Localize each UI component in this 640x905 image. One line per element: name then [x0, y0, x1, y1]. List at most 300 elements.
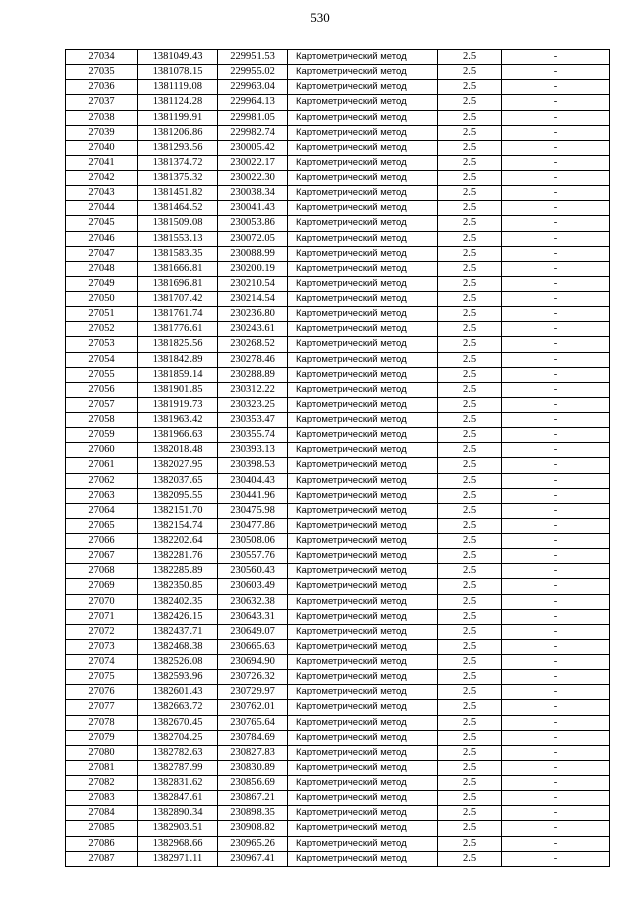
x-coordinate-cell: 1382903.51 [138, 821, 218, 836]
x-coordinate-cell: 1381451.82 [138, 186, 218, 201]
note-cell: - [502, 125, 610, 140]
table-row [66, 367, 610, 382]
x-coordinate-cell: 1382670.45 [138, 715, 218, 730]
method-cell: Картометрический метод [288, 110, 438, 125]
note-cell: - [502, 201, 610, 216]
accuracy-cell: 2.5 [438, 836, 502, 851]
y-coordinate-cell: 230967.41 [218, 851, 288, 866]
note-cell: - [502, 821, 610, 836]
table-row [66, 110, 610, 125]
accuracy-cell: 2.5 [438, 397, 502, 412]
note-cell: - [502, 80, 610, 95]
point-number-cell: 27040 [66, 140, 138, 155]
method-cell: Картометрический метод [288, 201, 438, 216]
note-cell: - [502, 382, 610, 397]
point-number-cell: 27083 [66, 791, 138, 806]
note-cell: - [502, 624, 610, 639]
table-row [66, 488, 610, 503]
note-cell: - [502, 670, 610, 685]
point-number-cell: 27056 [66, 382, 138, 397]
point-number-cell: 27074 [66, 655, 138, 670]
note-cell: - [502, 276, 610, 291]
note-cell: - [502, 715, 610, 730]
x-coordinate-cell: 1382027.95 [138, 458, 218, 473]
y-coordinate-cell: 229951.53 [218, 50, 288, 65]
point-number-cell: 27066 [66, 534, 138, 549]
method-cell: Картометрический метод [288, 382, 438, 397]
table-row [66, 745, 610, 760]
method-cell: Картометрический метод [288, 186, 438, 201]
method-cell: Картометрический метод [288, 155, 438, 170]
note-cell: - [502, 760, 610, 775]
accuracy-cell: 2.5 [438, 821, 502, 836]
accuracy-cell: 2.5 [438, 503, 502, 518]
table-row [66, 65, 610, 80]
y-coordinate-cell: 230908.82 [218, 821, 288, 836]
method-cell: Картометрический метод [288, 246, 438, 261]
note-cell: - [502, 458, 610, 473]
method-cell: Картометрический метод [288, 171, 438, 186]
y-coordinate-cell: 230404.43 [218, 473, 288, 488]
table-row [66, 382, 610, 397]
table-row [66, 50, 610, 65]
method-cell: Картометрический метод [288, 518, 438, 533]
method-cell: Картометрический метод [288, 776, 438, 791]
x-coordinate-cell: 1382151.70 [138, 503, 218, 518]
accuracy-cell: 2.5 [438, 473, 502, 488]
point-number-cell: 27055 [66, 367, 138, 382]
x-coordinate-cell: 1382018.48 [138, 443, 218, 458]
note-cell: - [502, 443, 610, 458]
note-cell: - [502, 488, 610, 503]
note-cell: - [502, 95, 610, 110]
coordinates-table [65, 49, 610, 867]
table-row [66, 730, 610, 745]
accuracy-cell: 2.5 [438, 186, 502, 201]
accuracy-cell: 2.5 [438, 261, 502, 276]
x-coordinate-cell: 1382831.62 [138, 776, 218, 791]
x-coordinate-cell: 1381509.08 [138, 216, 218, 231]
method-cell: Картометрический метод [288, 458, 438, 473]
y-coordinate-cell: 230665.63 [218, 639, 288, 654]
note-cell: - [502, 685, 610, 700]
y-coordinate-cell: 230827.83 [218, 745, 288, 760]
accuracy-cell: 2.5 [438, 171, 502, 186]
x-coordinate-cell: 1381901.85 [138, 382, 218, 397]
method-cell: Картометрический метод [288, 140, 438, 155]
table-row [66, 140, 610, 155]
point-number-cell: 27070 [66, 594, 138, 609]
point-number-cell: 27042 [66, 171, 138, 186]
x-coordinate-cell: 1381776.61 [138, 322, 218, 337]
accuracy-cell: 2.5 [438, 110, 502, 125]
x-coordinate-cell: 1382782.63 [138, 745, 218, 760]
accuracy-cell: 2.5 [438, 367, 502, 382]
point-number-cell: 27082 [66, 776, 138, 791]
point-number-cell: 27041 [66, 155, 138, 170]
method-cell: Картометрический метод [288, 473, 438, 488]
method-cell: Картометрический метод [288, 337, 438, 352]
table-row [66, 428, 610, 443]
note-cell: - [502, 836, 610, 851]
accuracy-cell: 2.5 [438, 201, 502, 216]
x-coordinate-cell: 1381464.52 [138, 201, 218, 216]
note-cell: - [502, 655, 610, 670]
y-coordinate-cell: 230477.86 [218, 518, 288, 533]
point-number-cell: 27086 [66, 836, 138, 851]
method-cell: Картометрический метод [288, 655, 438, 670]
method-cell: Картометрический метод [288, 836, 438, 851]
x-coordinate-cell: 1382847.61 [138, 791, 218, 806]
x-coordinate-cell: 1381583.35 [138, 246, 218, 261]
note-cell: - [502, 50, 610, 65]
accuracy-cell: 2.5 [438, 518, 502, 533]
y-coordinate-cell: 230312.22 [218, 382, 288, 397]
y-coordinate-cell: 230355.74 [218, 428, 288, 443]
x-coordinate-cell: 1381966.63 [138, 428, 218, 443]
accuracy-cell: 2.5 [438, 352, 502, 367]
point-number-cell: 27043 [66, 186, 138, 201]
method-cell: Картометрический метод [288, 276, 438, 291]
point-number-cell: 27065 [66, 518, 138, 533]
point-number-cell: 27053 [66, 337, 138, 352]
y-coordinate-cell: 229964.13 [218, 95, 288, 110]
x-coordinate-cell: 1381119.08 [138, 80, 218, 95]
point-number-cell: 27060 [66, 443, 138, 458]
note-cell: - [502, 564, 610, 579]
x-coordinate-cell: 1381199.91 [138, 110, 218, 125]
table-row [66, 836, 610, 851]
x-coordinate-cell: 1381666.81 [138, 261, 218, 276]
method-cell: Картометрический метод [288, 503, 438, 518]
note-cell: - [502, 791, 610, 806]
table-row [66, 125, 610, 140]
y-coordinate-cell: 230353.47 [218, 413, 288, 428]
table-row [66, 397, 610, 412]
note-cell: - [502, 322, 610, 337]
point-number-cell: 27076 [66, 685, 138, 700]
method-cell: Картометрический метод [288, 609, 438, 624]
y-coordinate-cell: 229981.05 [218, 110, 288, 125]
x-coordinate-cell: 1382426.15 [138, 609, 218, 624]
point-number-cell: 27047 [66, 246, 138, 261]
accuracy-cell: 2.5 [438, 246, 502, 261]
accuracy-cell: 2.5 [438, 337, 502, 352]
y-coordinate-cell: 230475.98 [218, 503, 288, 518]
method-cell: Картометрический метод [288, 307, 438, 322]
x-coordinate-cell: 1381963.42 [138, 413, 218, 428]
point-number-cell: 27052 [66, 322, 138, 337]
y-coordinate-cell: 229982.74 [218, 125, 288, 140]
method-cell: Картометрический метод [288, 624, 438, 639]
accuracy-cell: 2.5 [438, 594, 502, 609]
accuracy-cell: 2.5 [438, 276, 502, 291]
method-cell: Картометрический метод [288, 352, 438, 367]
method-cell: Картометрический метод [288, 685, 438, 700]
method-cell: Картометрический метод [288, 488, 438, 503]
y-coordinate-cell: 230278.46 [218, 352, 288, 367]
point-number-cell: 27085 [66, 821, 138, 836]
method-cell: Картометрический метод [288, 564, 438, 579]
table-row [66, 655, 610, 670]
accuracy-cell: 2.5 [438, 730, 502, 745]
table-row [66, 80, 610, 95]
method-cell: Картометрический метод [288, 428, 438, 443]
method-cell: Картометрический метод [288, 715, 438, 730]
y-coordinate-cell: 230393.13 [218, 443, 288, 458]
table-row [66, 534, 610, 549]
table-row [66, 413, 610, 428]
point-number-cell: 27062 [66, 473, 138, 488]
y-coordinate-cell: 230784.69 [218, 730, 288, 745]
x-coordinate-cell: 1381375.32 [138, 171, 218, 186]
x-coordinate-cell: 1381825.56 [138, 337, 218, 352]
note-cell: - [502, 367, 610, 382]
method-cell: Картометрический метод [288, 730, 438, 745]
accuracy-cell: 2.5 [438, 413, 502, 428]
accuracy-cell: 2.5 [438, 760, 502, 775]
x-coordinate-cell: 1382402.35 [138, 594, 218, 609]
point-number-cell: 27057 [66, 397, 138, 412]
accuracy-cell: 2.5 [438, 125, 502, 140]
y-coordinate-cell: 230856.69 [218, 776, 288, 791]
point-number-cell: 27061 [66, 458, 138, 473]
accuracy-cell: 2.5 [438, 624, 502, 639]
note-cell: - [502, 140, 610, 155]
coordinates-table-body [66, 50, 610, 867]
note-cell: - [502, 413, 610, 428]
y-coordinate-cell: 230694.90 [218, 655, 288, 670]
y-coordinate-cell: 230268.52 [218, 337, 288, 352]
point-number-cell: 27037 [66, 95, 138, 110]
method-cell: Картометрический метод [288, 821, 438, 836]
accuracy-cell: 2.5 [438, 700, 502, 715]
table-row [66, 776, 610, 791]
accuracy-cell: 2.5 [438, 745, 502, 760]
method-cell: Картометрический метод [288, 65, 438, 80]
accuracy-cell: 2.5 [438, 851, 502, 866]
point-number-cell: 27050 [66, 292, 138, 307]
x-coordinate-cell: 1381374.72 [138, 155, 218, 170]
accuracy-cell: 2.5 [438, 80, 502, 95]
accuracy-cell: 2.5 [438, 216, 502, 231]
table-row [66, 246, 610, 261]
point-number-cell: 27051 [66, 307, 138, 322]
note-cell: - [502, 549, 610, 564]
table-row [66, 579, 610, 594]
accuracy-cell: 2.5 [438, 140, 502, 155]
table-row [66, 473, 610, 488]
x-coordinate-cell: 1382971.11 [138, 851, 218, 866]
method-cell: Картометрический метод [288, 367, 438, 382]
x-coordinate-cell: 1382285.89 [138, 564, 218, 579]
table-row [66, 276, 610, 291]
method-cell: Картометрический метод [288, 443, 438, 458]
accuracy-cell: 2.5 [438, 50, 502, 65]
note-cell: - [502, 730, 610, 745]
table-row [66, 549, 610, 564]
y-coordinate-cell: 230323.25 [218, 397, 288, 412]
accuracy-cell: 2.5 [438, 155, 502, 170]
y-coordinate-cell: 230005.42 [218, 140, 288, 155]
y-coordinate-cell: 230441.96 [218, 488, 288, 503]
accuracy-cell: 2.5 [438, 639, 502, 654]
x-coordinate-cell: 1381049.43 [138, 50, 218, 65]
y-coordinate-cell: 230867.21 [218, 791, 288, 806]
x-coordinate-cell: 1382968.66 [138, 836, 218, 851]
note-cell: - [502, 639, 610, 654]
method-cell: Картометрический метод [288, 95, 438, 110]
x-coordinate-cell: 1381761.74 [138, 307, 218, 322]
note-cell: - [502, 171, 610, 186]
accuracy-cell: 2.5 [438, 307, 502, 322]
y-coordinate-cell: 230053.86 [218, 216, 288, 231]
point-number-cell: 27064 [66, 503, 138, 518]
method-cell: Картометрический метод [288, 639, 438, 654]
x-coordinate-cell: 1382037.65 [138, 473, 218, 488]
y-coordinate-cell: 230398.53 [218, 458, 288, 473]
y-coordinate-cell: 230214.54 [218, 292, 288, 307]
table-row [66, 518, 610, 533]
y-coordinate-cell: 230762.01 [218, 700, 288, 715]
point-number-cell: 27084 [66, 806, 138, 821]
point-number-cell: 27063 [66, 488, 138, 503]
point-number-cell: 27077 [66, 700, 138, 715]
table-row [66, 307, 610, 322]
x-coordinate-cell: 1382526.08 [138, 655, 218, 670]
accuracy-cell: 2.5 [438, 458, 502, 473]
note-cell: - [502, 503, 610, 518]
method-cell: Картометрический метод [288, 791, 438, 806]
y-coordinate-cell: 230041.43 [218, 201, 288, 216]
table-row [66, 700, 610, 715]
note-cell: - [502, 307, 610, 322]
x-coordinate-cell: 1381124.28 [138, 95, 218, 110]
point-number-cell: 27045 [66, 216, 138, 231]
table-row [66, 715, 610, 730]
note-cell: - [502, 594, 610, 609]
point-number-cell: 27054 [66, 352, 138, 367]
point-number-cell: 27081 [66, 760, 138, 775]
y-coordinate-cell: 230072.05 [218, 231, 288, 246]
accuracy-cell: 2.5 [438, 231, 502, 246]
y-coordinate-cell: 230243.61 [218, 322, 288, 337]
method-cell: Картометрический метод [288, 700, 438, 715]
method-cell: Картометрический метод [288, 216, 438, 231]
accuracy-cell: 2.5 [438, 443, 502, 458]
table-row [66, 171, 610, 186]
table-row [66, 564, 610, 579]
table-row [66, 851, 610, 866]
note-cell: - [502, 579, 610, 594]
y-coordinate-cell: 229955.02 [218, 65, 288, 80]
y-coordinate-cell: 230236.80 [218, 307, 288, 322]
x-coordinate-cell: 1382663.72 [138, 700, 218, 715]
point-number-cell: 27075 [66, 670, 138, 685]
y-coordinate-cell: 229963.04 [218, 80, 288, 95]
x-coordinate-cell: 1382437.71 [138, 624, 218, 639]
table-row [66, 216, 610, 231]
y-coordinate-cell: 230288.89 [218, 367, 288, 382]
note-cell: - [502, 851, 610, 866]
x-coordinate-cell: 1382890.34 [138, 806, 218, 821]
y-coordinate-cell: 230200.19 [218, 261, 288, 276]
point-number-cell: 27034 [66, 50, 138, 65]
point-number-cell: 27087 [66, 851, 138, 866]
x-coordinate-cell: 1382202.64 [138, 534, 218, 549]
accuracy-cell: 2.5 [438, 715, 502, 730]
table-row [66, 594, 610, 609]
y-coordinate-cell: 230210.54 [218, 276, 288, 291]
point-number-cell: 27038 [66, 110, 138, 125]
x-coordinate-cell: 1382601.43 [138, 685, 218, 700]
y-coordinate-cell: 230649.07 [218, 624, 288, 639]
y-coordinate-cell: 230560.43 [218, 564, 288, 579]
accuracy-cell: 2.5 [438, 609, 502, 624]
method-cell: Картометрический метод [288, 231, 438, 246]
accuracy-cell: 2.5 [438, 292, 502, 307]
y-coordinate-cell: 230632.38 [218, 594, 288, 609]
point-number-cell: 27079 [66, 730, 138, 745]
method-cell: Картометрический метод [288, 579, 438, 594]
accuracy-cell: 2.5 [438, 65, 502, 80]
table-row [66, 685, 610, 700]
method-cell: Картометрический метод [288, 670, 438, 685]
accuracy-cell: 2.5 [438, 655, 502, 670]
accuracy-cell: 2.5 [438, 428, 502, 443]
point-number-cell: 27072 [66, 624, 138, 639]
table-row [66, 322, 610, 337]
x-coordinate-cell: 1382704.25 [138, 730, 218, 745]
point-number-cell: 27048 [66, 261, 138, 276]
table-row [66, 503, 610, 518]
table-row [66, 806, 610, 821]
method-cell: Картометрический метод [288, 322, 438, 337]
accuracy-cell: 2.5 [438, 488, 502, 503]
accuracy-cell: 2.5 [438, 95, 502, 110]
note-cell: - [502, 231, 610, 246]
x-coordinate-cell: 1381707.42 [138, 292, 218, 307]
method-cell: Картометрический метод [288, 292, 438, 307]
x-coordinate-cell: 1382350.85 [138, 579, 218, 594]
point-number-cell: 27058 [66, 413, 138, 428]
method-cell: Картометрический метод [288, 413, 438, 428]
note-cell: - [502, 745, 610, 760]
note-cell: - [502, 609, 610, 624]
y-coordinate-cell: 230726.32 [218, 670, 288, 685]
point-number-cell: 27049 [66, 276, 138, 291]
note-cell: - [502, 352, 610, 367]
note-cell: - [502, 428, 610, 443]
table-row [66, 201, 610, 216]
note-cell: - [502, 806, 610, 821]
accuracy-cell: 2.5 [438, 534, 502, 549]
point-number-cell: 27036 [66, 80, 138, 95]
table-row [66, 352, 610, 367]
y-coordinate-cell: 230088.99 [218, 246, 288, 261]
note-cell: - [502, 518, 610, 533]
table-row [66, 186, 610, 201]
point-number-cell: 27039 [66, 125, 138, 140]
x-coordinate-cell: 1381919.73 [138, 397, 218, 412]
table-row [66, 292, 610, 307]
note-cell: - [502, 534, 610, 549]
x-coordinate-cell: 1381553.13 [138, 231, 218, 246]
accuracy-cell: 2.5 [438, 791, 502, 806]
point-number-cell: 27071 [66, 609, 138, 624]
point-number-cell: 27068 [66, 564, 138, 579]
page-number: 530 [310, 10, 330, 25]
